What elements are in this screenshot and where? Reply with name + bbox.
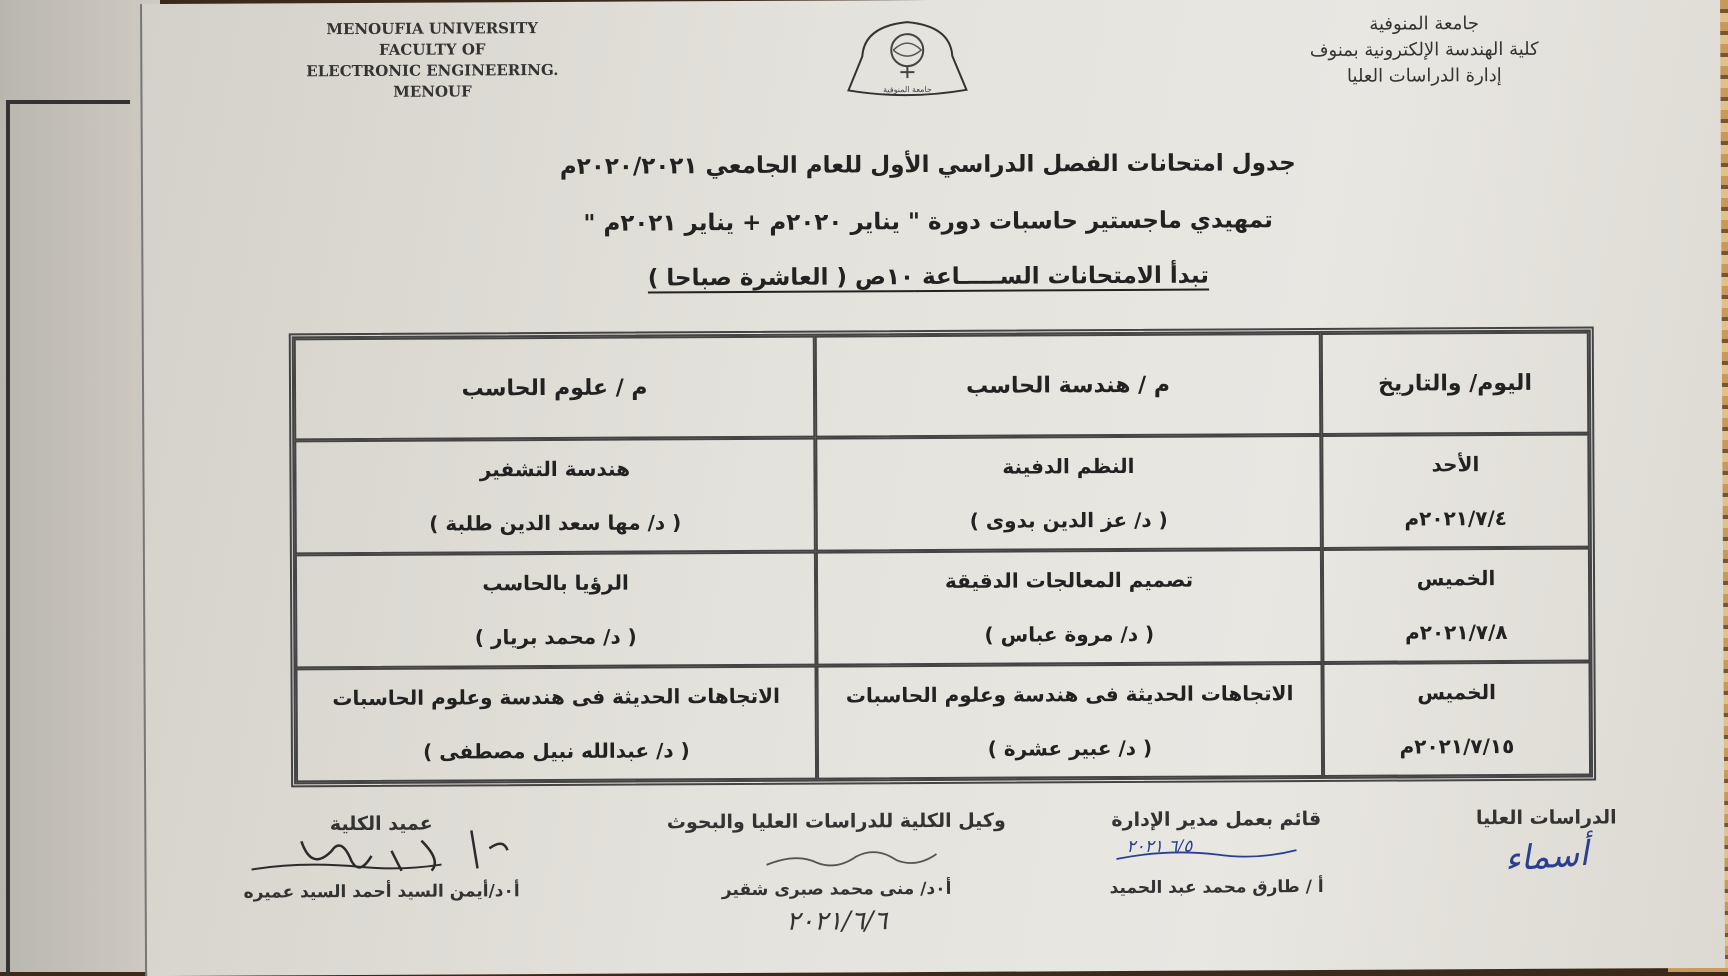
- vice-dean-handwriting-date: ٢٠٢١/٦/٦: [647, 906, 1027, 938]
- instructor-name: ( د/ عز الدين بدوى ): [819, 492, 1319, 549]
- day-date-cell: [1321, 434, 1590, 549]
- science-course-cell: [295, 666, 817, 783]
- exam-schedule-document: [140, 0, 1725, 976]
- day-name: الخميس: [1325, 551, 1587, 606]
- header-computer-engineering: م / هندسة الحاسب: [815, 333, 1322, 438]
- underlying-paper-frame: [6, 100, 130, 976]
- english-letterhead-line1: MENOUFIA UNIVERSITY: [252, 18, 612, 41]
- exam-date: ٢٠٢١/٧/٤م: [1325, 491, 1587, 546]
- english-letterhead-line3: ELECTRONIC ENGINEERING.: [252, 60, 612, 83]
- admin-manager-handwriting: ٦/٥ ٢٠٢١: [1126, 837, 1192, 857]
- header-day-date: اليوم/ والتاريخ: [1321, 332, 1590, 435]
- engineering-course-cell: [816, 549, 1323, 666]
- exam-date: ٢٠٢١/٧/٨م: [1325, 605, 1587, 660]
- instructor-name: ( د/ مها سعد الدين طلبة ): [298, 495, 813, 552]
- instructor-name: ( د/ محمد بريار ): [298, 609, 813, 666]
- signature-vice-dean: [646, 808, 1027, 938]
- day-date-cell: [1322, 548, 1591, 663]
- course-name: تصميم المعالجات الدقيقة: [819, 552, 1319, 609]
- engineering-course-cell: [815, 435, 1322, 552]
- table-row: [295, 662, 1591, 783]
- arabic-letterhead-line3: إدارة الدراسات العليا: [1254, 63, 1594, 91]
- exam-start-time: تبدأ الامتحانات الســـــاعة ١٠ص ( العاشرة صباحا ): [433, 261, 1423, 292]
- arabic-letterhead-line2: كلية الهندسة الإلكترونية بمنوف: [1254, 37, 1594, 65]
- table-row: [295, 548, 1591, 669]
- vice-dean-title: وكيل الكلية للدراسات العليا والبحوث: [646, 808, 1026, 836]
- english-letterhead-line4: MENOUF: [252, 81, 612, 104]
- english-letterhead-line2: FACULTY OF: [252, 39, 612, 62]
- engineering-course-cell: [816, 663, 1323, 780]
- science-course-cell: [295, 552, 817, 669]
- schedule-subtitle: تمهيدي ماجستير حاسبات دورة " يناير ٢٠٢٠م + يناير ٢٠٢١م ": [433, 206, 1423, 237]
- vice-dean-name: أ٠د/ منى محمد صبرى شقير: [647, 876, 1027, 904]
- admin-manager-name: أ / طارق محمد عبد الحميد: [1087, 874, 1347, 901]
- course-name: النظم الدفينة: [818, 438, 1318, 495]
- arabic-letterhead-line1: جامعة المنوفية: [1254, 11, 1594, 39]
- signature-dean: [216, 810, 546, 906]
- instructor-name: ( د/ مروة عباس ): [819, 606, 1319, 663]
- dean-name: أ٠د/أيمن السيد أحمد السيد عميره: [217, 878, 547, 906]
- university-seal-icon: [842, 16, 972, 103]
- instructor-name: ( د/ عبدالله نبيل مصطفى ): [299, 723, 814, 780]
- grad-studies-handwriting: أسماء: [1445, 829, 1647, 884]
- course-name: الاتجاهات الحديثة فى هندسة وعلوم الحاسبات: [819, 666, 1319, 723]
- day-date-cell: [1322, 662, 1591, 777]
- signature-grad-studies: [1446, 804, 1646, 877]
- arabic-letterhead: [1254, 11, 1594, 91]
- science-course-cell: [294, 438, 816, 555]
- dean-title: عميد الكلية: [216, 810, 546, 838]
- instructor-name: ( د/ عبير عشرة ): [820, 720, 1320, 777]
- day-name: الخميس: [1325, 665, 1587, 720]
- schedule-title: جدول امتحانات الفصل الدراسي الأول للعام الجامعي ٢٠٢٠/٢٠٢١م: [433, 149, 1423, 180]
- underlying-paper: [0, 0, 160, 972]
- exam-schedule-table: [289, 327, 1596, 788]
- signature-admin-manager: [1086, 806, 1346, 901]
- course-name: الاتجاهات الحديثة فى هندسة وعلوم الحاسبات: [299, 669, 814, 726]
- day-name: الأحد: [1324, 437, 1586, 492]
- grad-studies-title: الدراسات العليا: [1446, 804, 1646, 831]
- seal-caption: جامعة المنوفية: [883, 85, 932, 94]
- exam-date: ٢٠٢١/٧/١٥م: [1326, 719, 1588, 774]
- header-computer-science: م / علوم الحاسب: [294, 336, 816, 441]
- english-letterhead: [252, 18, 612, 104]
- table-header-row: [294, 332, 1590, 441]
- table-row: [294, 434, 1590, 555]
- course-name: الرؤيا بالحاسب: [298, 555, 813, 612]
- course-name: هندسة التشفير: [297, 441, 812, 498]
- admin-manager-title: قائم بعمل مدير الإدارة: [1086, 806, 1346, 833]
